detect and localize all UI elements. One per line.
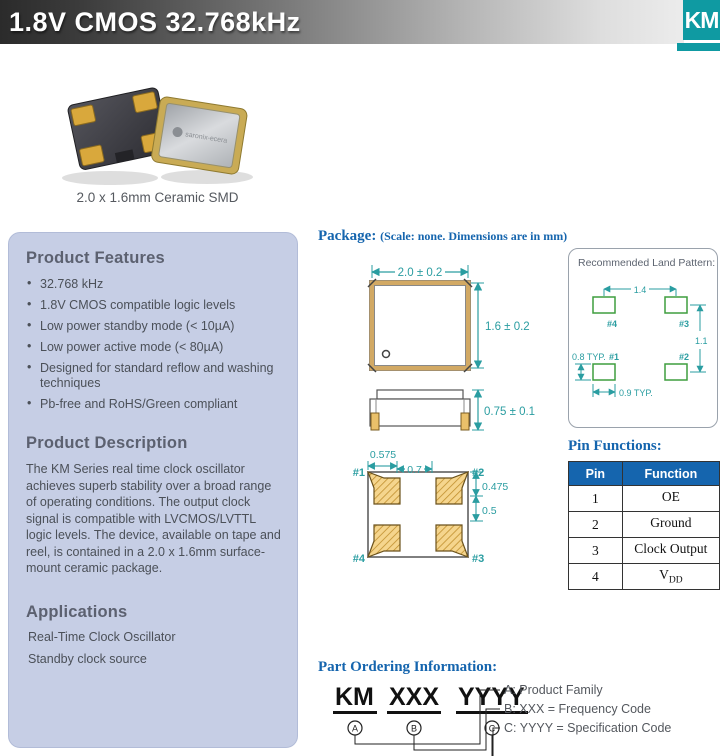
pin-functions-table <box>568 461 720 590</box>
lid-logo-text: saronix-ecera <box>184 131 228 145</box>
pin-label-2: #2 <box>472 467 485 479</box>
land-pad-1 <box>593 364 615 380</box>
features-heading: Product Features <box>26 249 165 267</box>
land-pattern-title: Recommended Land Pattern: <box>578 257 716 269</box>
dim-0575: 0.575 <box>369 449 397 461</box>
cell-function <box>622 486 719 512</box>
pin-label-3: #3 <box>472 553 485 565</box>
land-label-1: #1 <box>609 352 620 362</box>
pin-label-1: #1 <box>352 467 365 479</box>
table-row <box>569 538 720 564</box>
feature-item: • Pb-free and RoHS/Green compliant <box>26 397 283 412</box>
cell-pin: 2 <box>569 512 623 538</box>
description-heading: Product Description <box>26 434 188 452</box>
km-logo-underline <box>677 43 720 51</box>
order-code-yyyy: YYYY <box>458 683 525 711</box>
product-photo <box>55 80 265 192</box>
underline-a <box>333 711 377 714</box>
application-item: Standby clock source <box>28 651 147 666</box>
land-dim-08: 0.8 TYP. <box>572 352 606 362</box>
land-dim-09: 0.9 TYP. <box>619 388 653 398</box>
cell-pin: 4 <box>569 564 623 590</box>
ordering-diagram <box>332 680 720 756</box>
chip-shadow <box>62 171 158 185</box>
land-dim-14: 1.4 <box>633 285 647 295</box>
cell-function <box>622 564 719 590</box>
description-text: The KM Series real time clock oscillator achieves superb stability over a broad range of operating conditions. The output clock signal is compatible with LVCMOS/LVTTL logic levels. The device, available on tape and reel, is contained in a 2.0 x 1.6mm surface-mount ceramic package. <box>26 462 281 575</box>
land-pattern-box <box>568 248 718 428</box>
dim-thickness: 0.75 ± 0.1 <box>484 406 536 418</box>
fn-text: V <box>659 567 669 583</box>
package-drawing <box>335 255 570 570</box>
dim-width: 2.0 ± 0.2 <box>397 267 443 279</box>
order-code-km: KM <box>335 683 374 711</box>
fn-text: OE <box>661 489 680 505</box>
pin-label-4: #4 <box>352 553 365 565</box>
fn-text: Clock Output <box>634 541 708 557</box>
dim-07: 0.7 <box>407 464 422 476</box>
table-row <box>569 512 720 538</box>
photo-caption: 2.0 x 1.6mm Ceramic SMD <box>76 190 239 205</box>
land-label-3: #3 <box>679 319 690 329</box>
land-dim-11: 1.1 <box>695 336 708 346</box>
land-pad-2 <box>665 364 687 380</box>
package-top-view <box>368 265 530 372</box>
legend-b: B: XXX = Frequency Code <box>504 702 651 716</box>
package-side-view <box>370 390 535 430</box>
col-pin: Pin <box>569 462 623 486</box>
underline-b <box>387 711 441 714</box>
package-bottom-view <box>353 449 509 565</box>
features-list <box>26 277 283 412</box>
package-heading-note: (Scale: none. Dimensions are in mm) <box>380 229 568 243</box>
land-pad-3 <box>665 297 687 313</box>
feature-item: • Low power standby mode (< 10µA) <box>26 319 283 334</box>
feature-item: • 32.768 kHz <box>26 277 283 292</box>
page-title: 1.8V CMOS 32.768kHz <box>9 6 301 37</box>
tag-a: A <box>351 723 359 734</box>
fn-sub: DD <box>668 575 683 586</box>
table-row <box>569 486 720 512</box>
header-bar <box>0 0 684 44</box>
side-pad <box>461 413 469 430</box>
legend-a: A: Product Family <box>504 683 603 697</box>
feature-item: • 1.8V CMOS compatible logic levels <box>26 298 283 313</box>
chip-top-view-photo <box>151 96 248 175</box>
tag-c: C <box>488 723 496 734</box>
feature-item: • Designed for standard reflow and washing techniques <box>26 361 283 391</box>
tag-b: B <box>410 723 418 734</box>
applications-list <box>28 630 283 666</box>
dim-height: 1.6 ± 0.2 <box>485 321 530 333</box>
land-label-2: #2 <box>679 352 690 362</box>
legend-c: C: YYYY = Specification Code <box>504 721 672 735</box>
order-code-xxx: XXX <box>389 683 440 711</box>
feature-item: • Low power active mode (< 80µA) <box>26 340 283 355</box>
fn-text: Ground <box>650 515 692 531</box>
pin-functions-heading: Pin Functions: <box>568 438 662 454</box>
land-pattern-drawing <box>569 269 716 417</box>
cell-pin: 1 <box>569 486 623 512</box>
dim-0475: 0.475 <box>482 481 509 493</box>
package-heading-text: Package: <box>318 228 377 244</box>
cell-pin: 3 <box>569 538 623 564</box>
land-label-4: #4 <box>607 319 618 329</box>
application-item: Real-Time Clock Oscillator <box>28 629 176 644</box>
package-heading <box>318 228 567 245</box>
info-panel <box>8 232 298 748</box>
chip-shadow <box>161 170 253 184</box>
dim-05: 0.5 <box>482 505 497 517</box>
col-function: Function <box>622 462 719 486</box>
pin1-indicator <box>383 351 390 358</box>
applications-heading: Applications <box>26 602 128 621</box>
land-pad-4 <box>593 297 615 313</box>
km-logo: KM <box>683 0 720 40</box>
cell-function <box>622 538 719 564</box>
side-pad <box>371 413 379 430</box>
table-row <box>569 564 720 590</box>
ordering-heading: Part Ordering Information: <box>318 659 498 675</box>
cell-function <box>622 512 719 538</box>
